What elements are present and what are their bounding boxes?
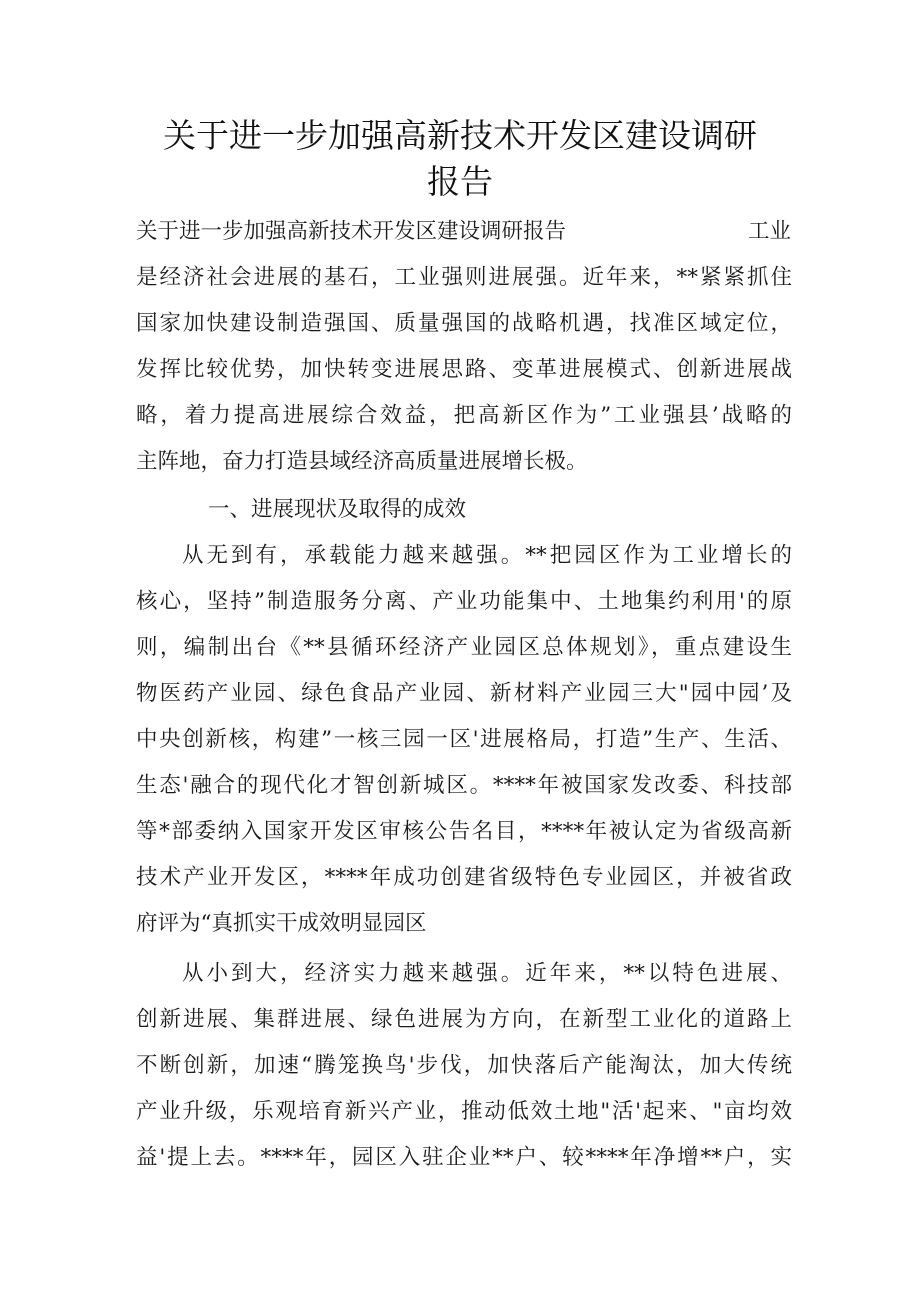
paragraph-line: 技术产业开发区，****年成功创建省级特色专业园区，并被省政 [136, 865, 792, 890]
paragraph-line: 生态'融合的现代化才智创新城区。****年被国家发改委、科技部 [136, 773, 792, 798]
paragraph-line: 则，编制出台《**县循环经济产业园区总体规划》，重点建设生 [136, 635, 792, 660]
paragraph-line: 主阵地，奋力打造县域经济高质量进展增长极。 [136, 449, 588, 474]
paragraph-line: 府评为“真抓实干成效明显园区 [136, 911, 427, 936]
paragraph-line: 创新进展、集群进展、绿色进展为方向，在新型工业化的道路上 [136, 1007, 792, 1032]
paragraph-line: 不断创新，加速“腾笼换鸟'步伐，加快落后产能淘汰，加大传统 [136, 1053, 792, 1078]
paragraph-line: 发挥比较优势，加快转变进展思路、变革进展模式、创新进展战 [136, 357, 792, 382]
intro-lead-tail: 工业 [748, 219, 792, 244]
document-title-line-1: 关于进一步加强高新技术开发区建设调研 [163, 116, 757, 155]
paragraph-line: 是经济社会进展的基石，工业强则进展强。近年来，**紧紧抓住 [136, 265, 792, 290]
intro-lead: 关于进一步加强高新技术开发区建设调研报告 [136, 219, 567, 244]
document-title-line-2: 报告 [427, 162, 493, 201]
paragraph-line: 中央创新核，构建”一核三园一区'进展格局，打造”生产、生活、 [136, 727, 792, 752]
paragraph-line: 从无到有，承载能力越来越强。**把园区作为工业增长的 [182, 543, 792, 568]
paragraph-line: 从小到大，经济实力越来越强。近年来，**以特色进展、 [182, 961, 792, 986]
section-heading: 一、进展现状及取得的成效 [208, 497, 467, 522]
paragraph-line: 略，着力提高进展综合效益，把高新区作为”工业强县’战略的 [136, 403, 792, 428]
paragraph-line: 益'提上去。****年，园区入驻企业**户、较****年净增**户，实 [136, 1145, 792, 1170]
paragraph-line: 国家加快建设制造强国、质量强国的战略机遇，找准区域定位， [136, 311, 792, 336]
paragraph-line: 核心，坚持”制造服务分离、产业功能集中、土地集约利用'的原 [136, 589, 792, 614]
intro-lead-line [136, 209, 792, 255]
paragraph-line: 物医药产业园、绿色食品产业园、新材料产业园三大"园中园’及 [136, 681, 792, 706]
paragraph-line: 等*部委纳入国家开发区审核公告名目，****年被认定为省级高新 [136, 819, 792, 844]
paragraph-line: 产业升级，乐观培育新兴产业，推动低效土地"活'起来、"亩均效 [136, 1099, 792, 1124]
